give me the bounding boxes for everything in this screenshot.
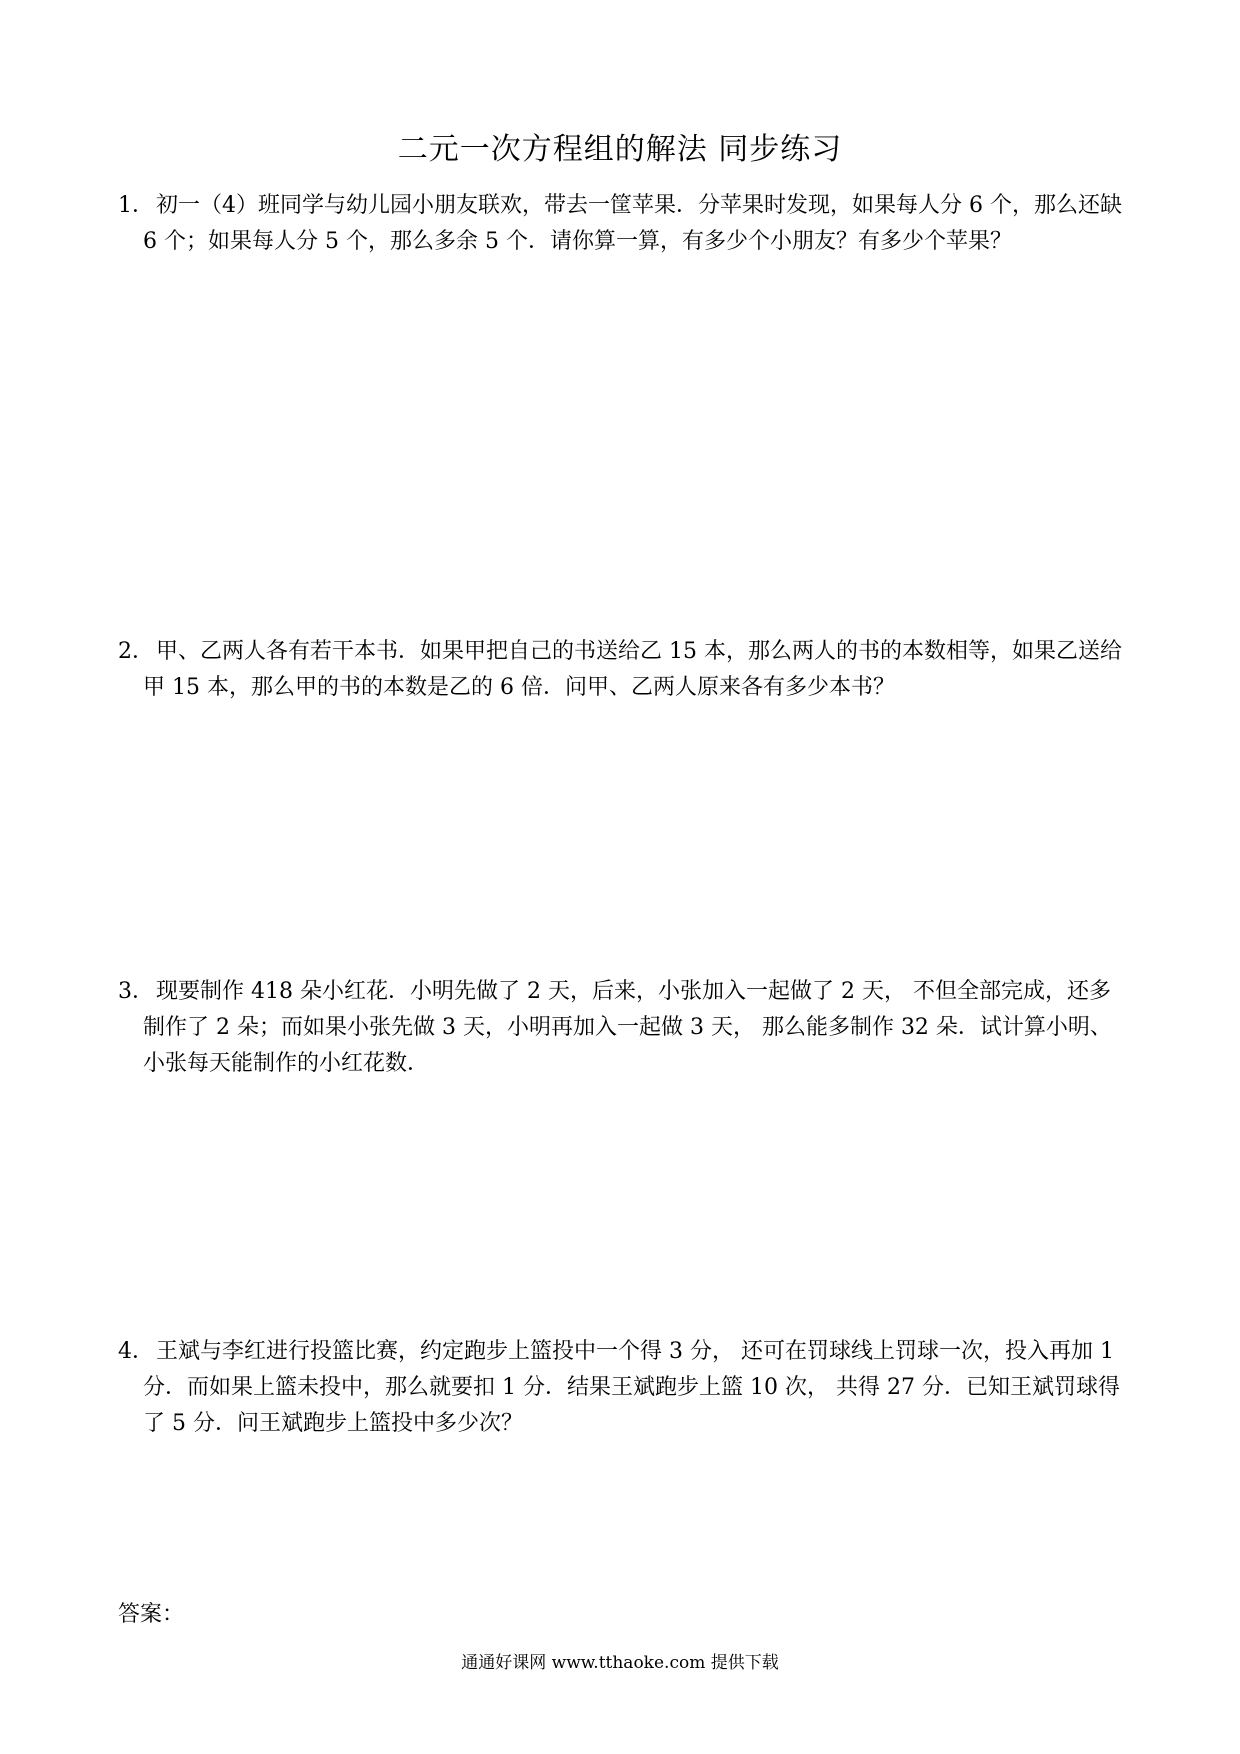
- problem-text: 初一（4）班同学与幼儿园小朋友联欢，带去一筐苹果．分苹果时发现，如果每人分 6 个，那么还缺 6 个；如果每人分 5 个，那么多余 5 个．请你算一算，有多少个小朋友？有多少个苹果？: [143, 193, 1122, 254]
- problem-text: 王斌与李红进行投篮比赛，约定跑步上篮投中一个得 3 分， 还可在罚球线上罚球一次，投入再加 1 分．而如果上篮未投中，那么就要扣 1 分．结果王斌跑步上篮 10 次， 共得 27 分．已知王斌罚球得了 5 分．问王斌跑步上篮投中多少次？: [143, 1339, 1120, 1436]
- problem-number: 4．: [118, 1339, 154, 1364]
- problem-number: 2．: [118, 639, 154, 664]
- problem-text: 甲、乙两人各有若干本书．如果甲把自己的书送给乙 15 本，那么两人的书的本数相等，如果乙送给甲 15 本，那么甲的书的本数是乙的 6 倍．问甲、乙两人原来各有多少本书？: [143, 639, 1122, 700]
- footer-credit: 通通好课网 www.tthaoke.com 提供下载: [461, 1653, 779, 1673]
- problem-3: [118, 974, 1128, 1082]
- problem-1: [118, 188, 1128, 260]
- problem-2: [118, 634, 1128, 706]
- page-title: 二元一次方程组的解法 同步练习: [397, 132, 843, 167]
- problem-text: 现要制作 418 朵小红花．小明先做了 2 天，后来，小张加入一起做了 2 天， 不但全部完成，还多制作了 2 朵；而如果小张先做 3 天，小明再加入一起做 3 天， 那么能多制作 32 朵．试计算小明、小张每天能制作的小红花数．: [143, 979, 1112, 1076]
- problem-number: 1．: [118, 193, 154, 218]
- answer-label: 答案：: [118, 1602, 185, 1627]
- problem-4: [118, 1334, 1128, 1442]
- problem-number: 3．: [118, 979, 154, 1004]
